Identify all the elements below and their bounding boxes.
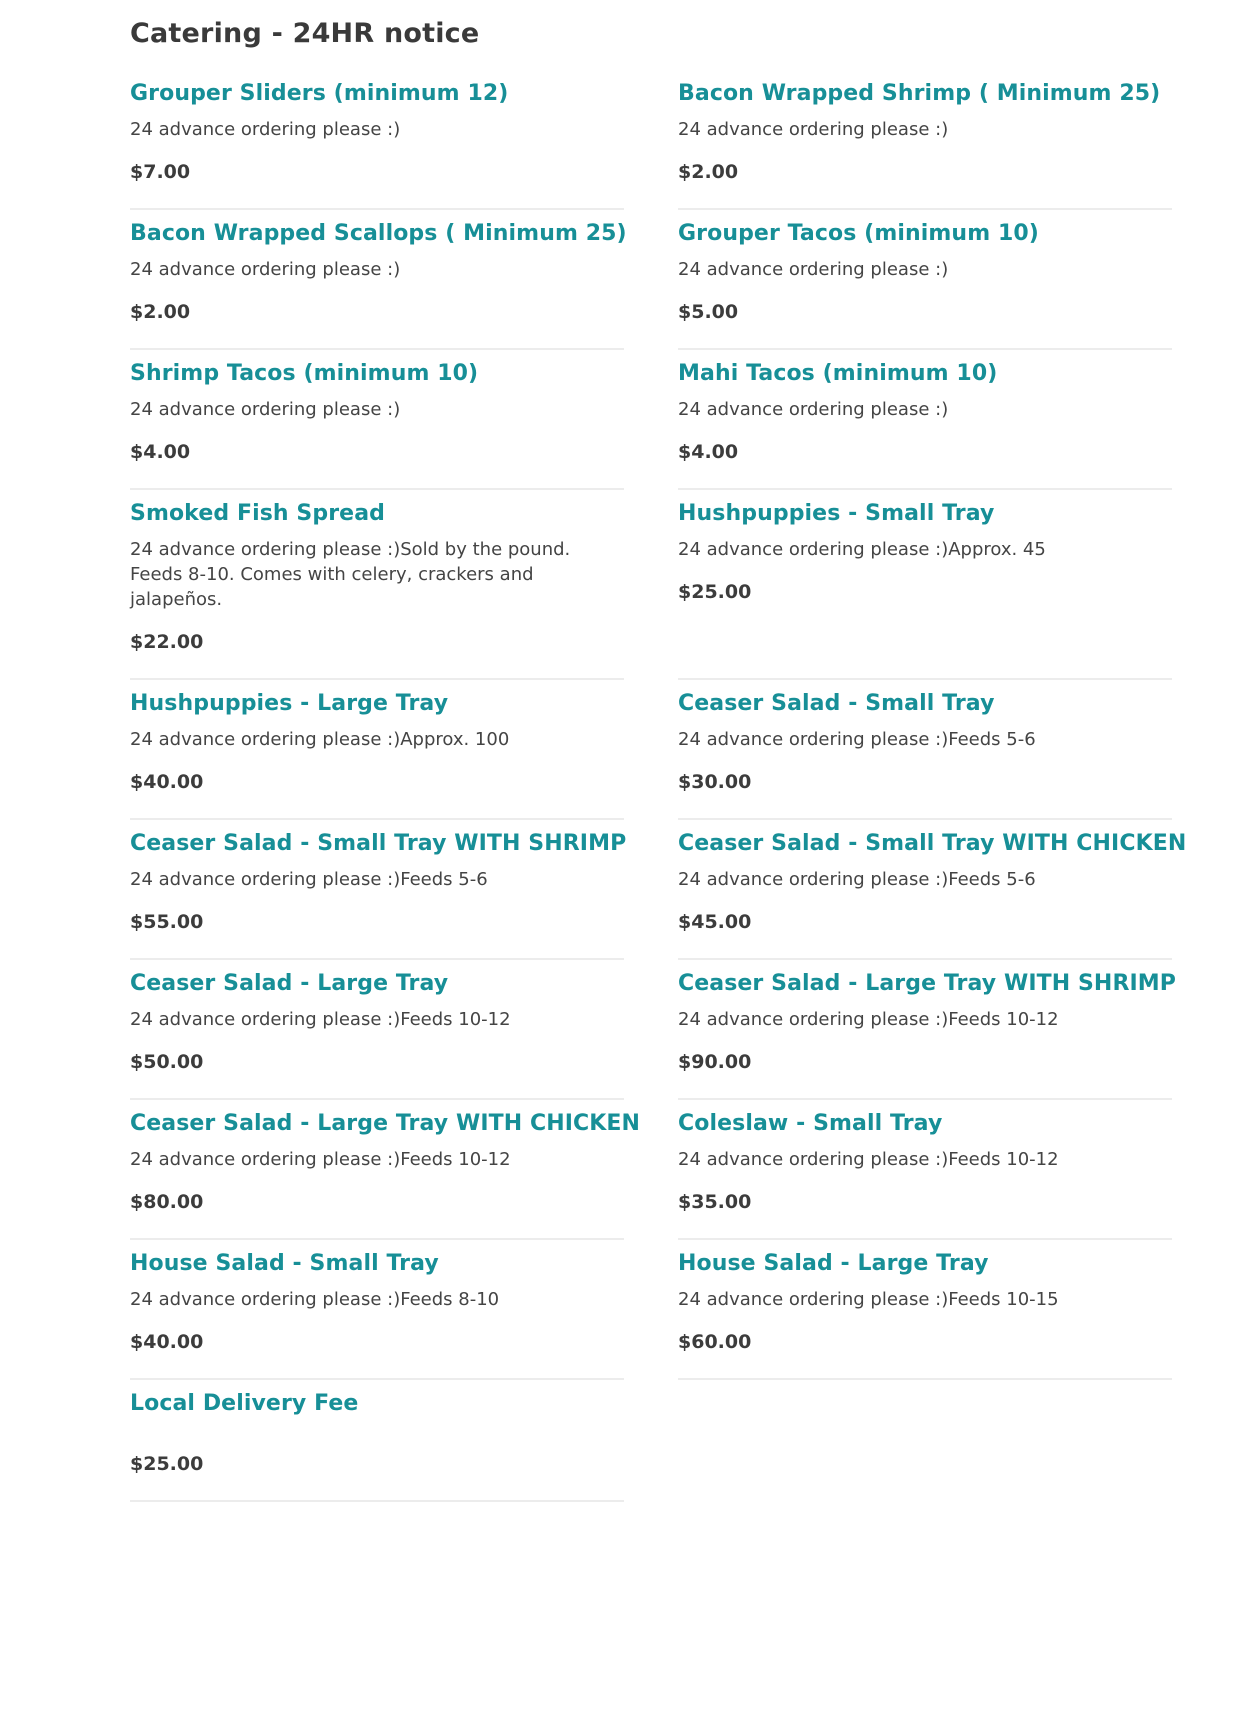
menu-item-price: $25.00: [678, 581, 752, 603]
menu-item-price: $40.00: [130, 1331, 204, 1353]
menu-item-price: $40.00: [130, 771, 204, 793]
menu-item-name: Ceaser Salad - Large Tray WITH CHICKEN: [130, 1111, 641, 1136]
menu-item-bacon-wrapped-shrimp[interactable]: [678, 70, 1172, 210]
menu-item-name: Ceaser Salad - Large Tray WITH SHRIMP: [678, 971, 1176, 996]
menu-item-local-delivery-fee[interactable]: [130, 1380, 624, 1502]
menu-item-ceaser-salad-large-shrimp[interactable]: [678, 960, 1176, 1100]
menu-item-price: $2.00: [130, 301, 191, 323]
menu-item-price: $5.00: [678, 301, 739, 323]
menu-item-description: 24 advance ordering please :)Approx. 100: [130, 729, 510, 750]
menu-item-grouper-tacos[interactable]: [678, 210, 1172, 350]
menu-item-price: $80.00: [130, 1191, 204, 1213]
menu-item-description: 24 advance ordering please :)Feeds 10-12: [678, 1009, 1059, 1030]
menu-item-name: Bacon Wrapped Scallops ( Minimum 25): [130, 221, 627, 246]
menu-item-description: 24 advance ordering please :)Approx. 45: [678, 539, 1046, 560]
menu-item-house-salad-large[interactable]: [678, 1240, 1172, 1380]
menu-item-name: Hushpuppies - Large Tray: [130, 691, 449, 716]
menu-item-price: $7.00: [130, 161, 191, 183]
menu-item-description: 24 advance ordering please :)Feeds 5-6: [678, 869, 1036, 890]
menu-item-name: Hushpuppies - Small Tray: [678, 501, 995, 526]
menu-item-shrimp-tacos[interactable]: [130, 350, 624, 490]
menu-item-name: Shrimp Tacos (minimum 10): [130, 361, 479, 386]
menu-item-price: $90.00: [678, 1051, 752, 1073]
menu-item-name: Coleslaw - Small Tray: [678, 1111, 943, 1136]
menu-item-house-salad-small[interactable]: [130, 1240, 624, 1380]
menu-item-ceaser-salad-small[interactable]: [678, 680, 1172, 820]
menu-item-ceaser-salad-large-chicken[interactable]: [130, 1100, 641, 1240]
menu-item-name: House Salad - Large Tray: [678, 1251, 989, 1276]
menu-item-description: 24 advance ordering please :)Feeds 10-12: [130, 1009, 511, 1030]
menu-item-mahi-tacos[interactable]: [678, 350, 1172, 490]
menu-item-coleslaw-small[interactable]: [678, 1100, 1172, 1240]
menu-item-description: 24 advance ordering please :)Feeds 8-10: [130, 1289, 500, 1310]
menu-item-name: Bacon Wrapped Shrimp ( Minimum 25): [678, 81, 1161, 106]
section-title: Catering - 24HR notice: [130, 18, 480, 49]
menu-item-price: $30.00: [678, 771, 752, 793]
menu-item-bacon-wrapped-scallops[interactable]: [130, 210, 627, 350]
menu-item-price: $50.00: [130, 1051, 204, 1073]
menu-item-description: 24 advance ordering please :): [678, 259, 949, 280]
menu-item-ceaser-salad-small-shrimp[interactable]: [130, 820, 627, 960]
menu-item-price: $60.00: [678, 1331, 752, 1353]
menu-item-ceaser-salad-large[interactable]: [130, 960, 624, 1100]
menu-item-name: Ceaser Salad - Small Tray: [678, 691, 995, 716]
menu-item-description: 24 advance ordering please :): [678, 119, 949, 140]
menu-item-hushpuppies-large[interactable]: [130, 680, 624, 820]
menu-item-hushpuppies-small[interactable]: [678, 490, 1172, 680]
menu-item-description: 24 advance ordering please :)Feeds 10-12: [678, 1149, 1059, 1170]
menu-item-description: 24 advance ordering please :): [678, 399, 949, 420]
menu-item-name: Ceaser Salad - Large Tray: [130, 971, 449, 996]
menu-item-name: Ceaser Salad - Small Tray WITH CHICKEN: [678, 831, 1187, 856]
menu-item-price: $25.00: [130, 1453, 204, 1475]
menu-item-description: 24 advance ordering please :): [130, 119, 401, 140]
menu-item-name: Ceaser Salad - Small Tray WITH SHRIMP: [130, 831, 627, 856]
menu-item-price: $35.00: [678, 1191, 752, 1213]
menu-item-description: 24 advance ordering please :)Feeds 5-6: [130, 869, 488, 890]
menu-item-price: $4.00: [678, 441, 739, 463]
menu-item-price: $22.00: [130, 631, 204, 653]
menu-item-description: 24 advance ordering please :)Feeds 10-12: [130, 1149, 511, 1170]
menu-item-name: Local Delivery Fee: [130, 1391, 359, 1416]
menu-item-name: House Salad - Small Tray: [130, 1251, 439, 1276]
menu-item-description: 24 advance ordering please :)Sold by the pound. Feeds 8-10. Comes with celery, crackers and jalapeños.: [130, 539, 571, 610]
menu-item-description: 24 advance ordering please :): [130, 399, 401, 420]
menu-item-name: Mahi Tacos (minimum 10): [678, 361, 998, 386]
menu-item-ceaser-salad-small-chicken[interactable]: [678, 820, 1187, 960]
menu-item-price: $4.00: [130, 441, 191, 463]
menu-item-name: Grouper Sliders (minimum 12): [130, 81, 509, 106]
menu-item-name: Smoked Fish Spread: [130, 501, 385, 526]
menu-item-price: $55.00: [130, 911, 204, 933]
menu-item-price: $2.00: [678, 161, 739, 183]
menu-items-grid: [130, 70, 1187, 1502]
menu-item-description: 24 advance ordering please :): [130, 259, 401, 280]
menu-item-grouper-sliders[interactable]: [130, 70, 624, 210]
menu-item-price: $45.00: [678, 911, 752, 933]
menu-item-name: Grouper Tacos (minimum 10): [678, 221, 1039, 246]
menu-item-description: 24 advance ordering please :)Feeds 10-15: [678, 1289, 1059, 1310]
menu-item-description: 24 advance ordering please :)Feeds 5-6: [678, 729, 1036, 750]
menu-item-smoked-fish-spread[interactable]: [130, 490, 624, 680]
